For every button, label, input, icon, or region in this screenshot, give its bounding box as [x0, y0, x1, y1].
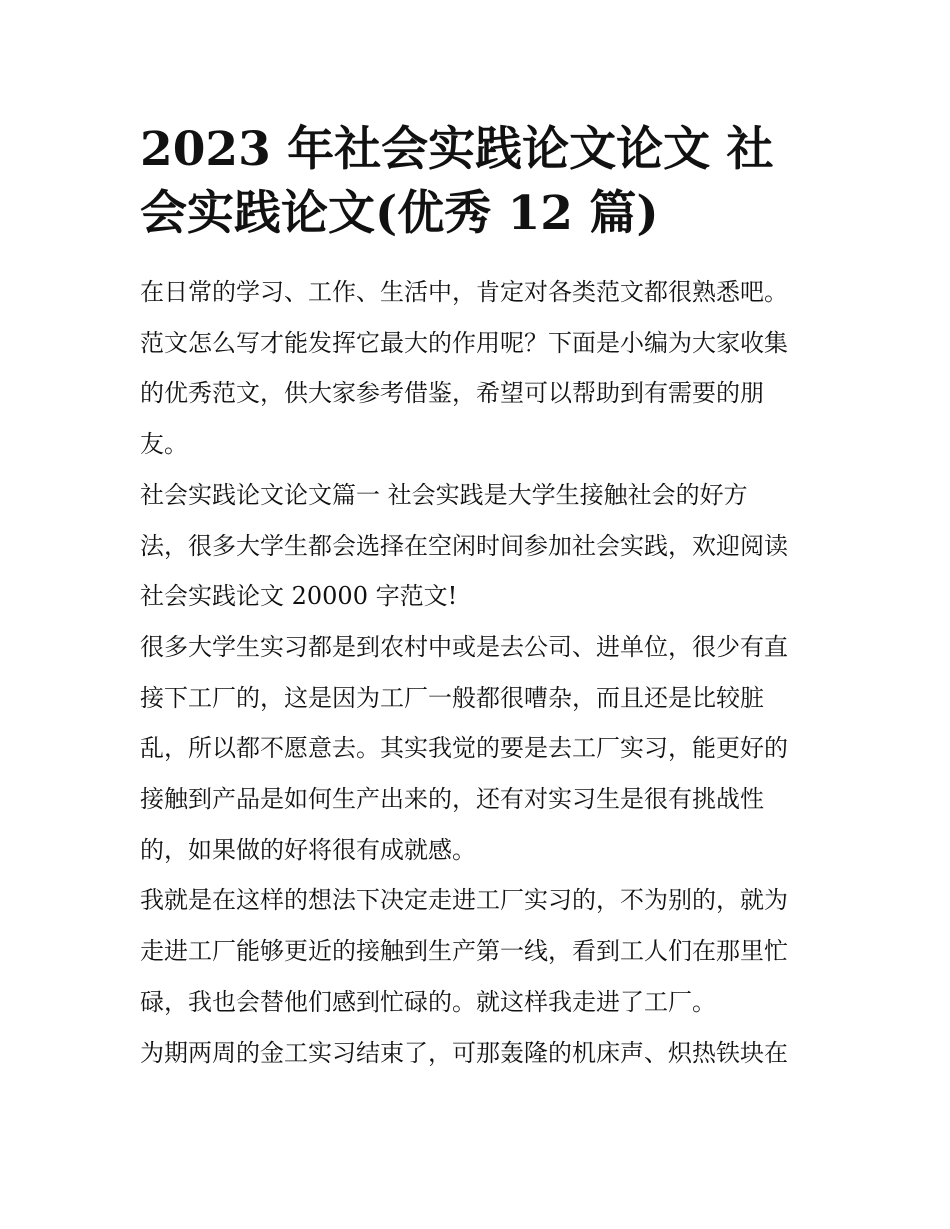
- text-line: 友。: [140, 430, 188, 459]
- text-line: 社会实践论文论文篇一 社会实践是大学生接触社会的好方: [140, 480, 748, 509]
- paragraph-factory-intro: [140, 622, 812, 876]
- paragraph-internship-end: [140, 1028, 812, 1079]
- text-line: 乱，所以都不愿意去。其实我觉的要是去工厂实习，能更好的: [140, 734, 788, 763]
- text-line: 接触到产品是如何生产出来的，还有对实习生是很有挑战性: [140, 785, 764, 814]
- text-line: 的，如果做的好将很有成就感。: [140, 835, 476, 864]
- text-line: 的优秀范文，供大家参考借鉴，希望可以帮助到有需要的朋: [140, 379, 764, 408]
- document-body: [140, 267, 812, 1078]
- text-line: 很多大学生实习都是到农村中或是去公司、进单位，很少有直: [140, 632, 788, 661]
- document-title: [140, 118, 812, 246]
- paragraph-intro: [140, 267, 812, 470]
- document-page: [140, 118, 812, 1078]
- text-line: 法，很多大学生都会选择在空闲时间参加社会实践，欢迎阅读: [140, 531, 788, 560]
- title-line: 2023 年社会实践论文论文 社: [140, 122, 774, 177]
- text-line: 为期两周的金工实习结束了，可那轰隆的机床声、炽热铁块在: [140, 1038, 788, 1067]
- paragraph-decision: [140, 875, 812, 1027]
- text-line: 在日常的学习、工作、生活中，肯定对各类范文都很熟悉吧。: [140, 278, 788, 306]
- text-line: 范文怎么写才能发挥它最大的作用呢？下面是小编为大家收集: [140, 328, 788, 357]
- text-line: 接下工厂的，这是因为工厂一般都很嘈杂，而且还是比较脏: [140, 683, 764, 712]
- title-line: 会实践论文(优秀 12 篇): [140, 186, 659, 241]
- paragraph-section-one: [140, 470, 812, 622]
- text-line: 我就是在这样的想法下决定走进工厂实习的，不为别的，就为: [140, 886, 788, 915]
- text-line: 社会实践论文 20000 字范文!: [140, 582, 458, 611]
- text-line: 走进工厂能够更近的接触到生产第一线，看到工人们在那里忙: [140, 937, 788, 966]
- text-line: 碌，我也会替他们感到忙碌的。就这样我走进了工厂。: [140, 987, 716, 1016]
